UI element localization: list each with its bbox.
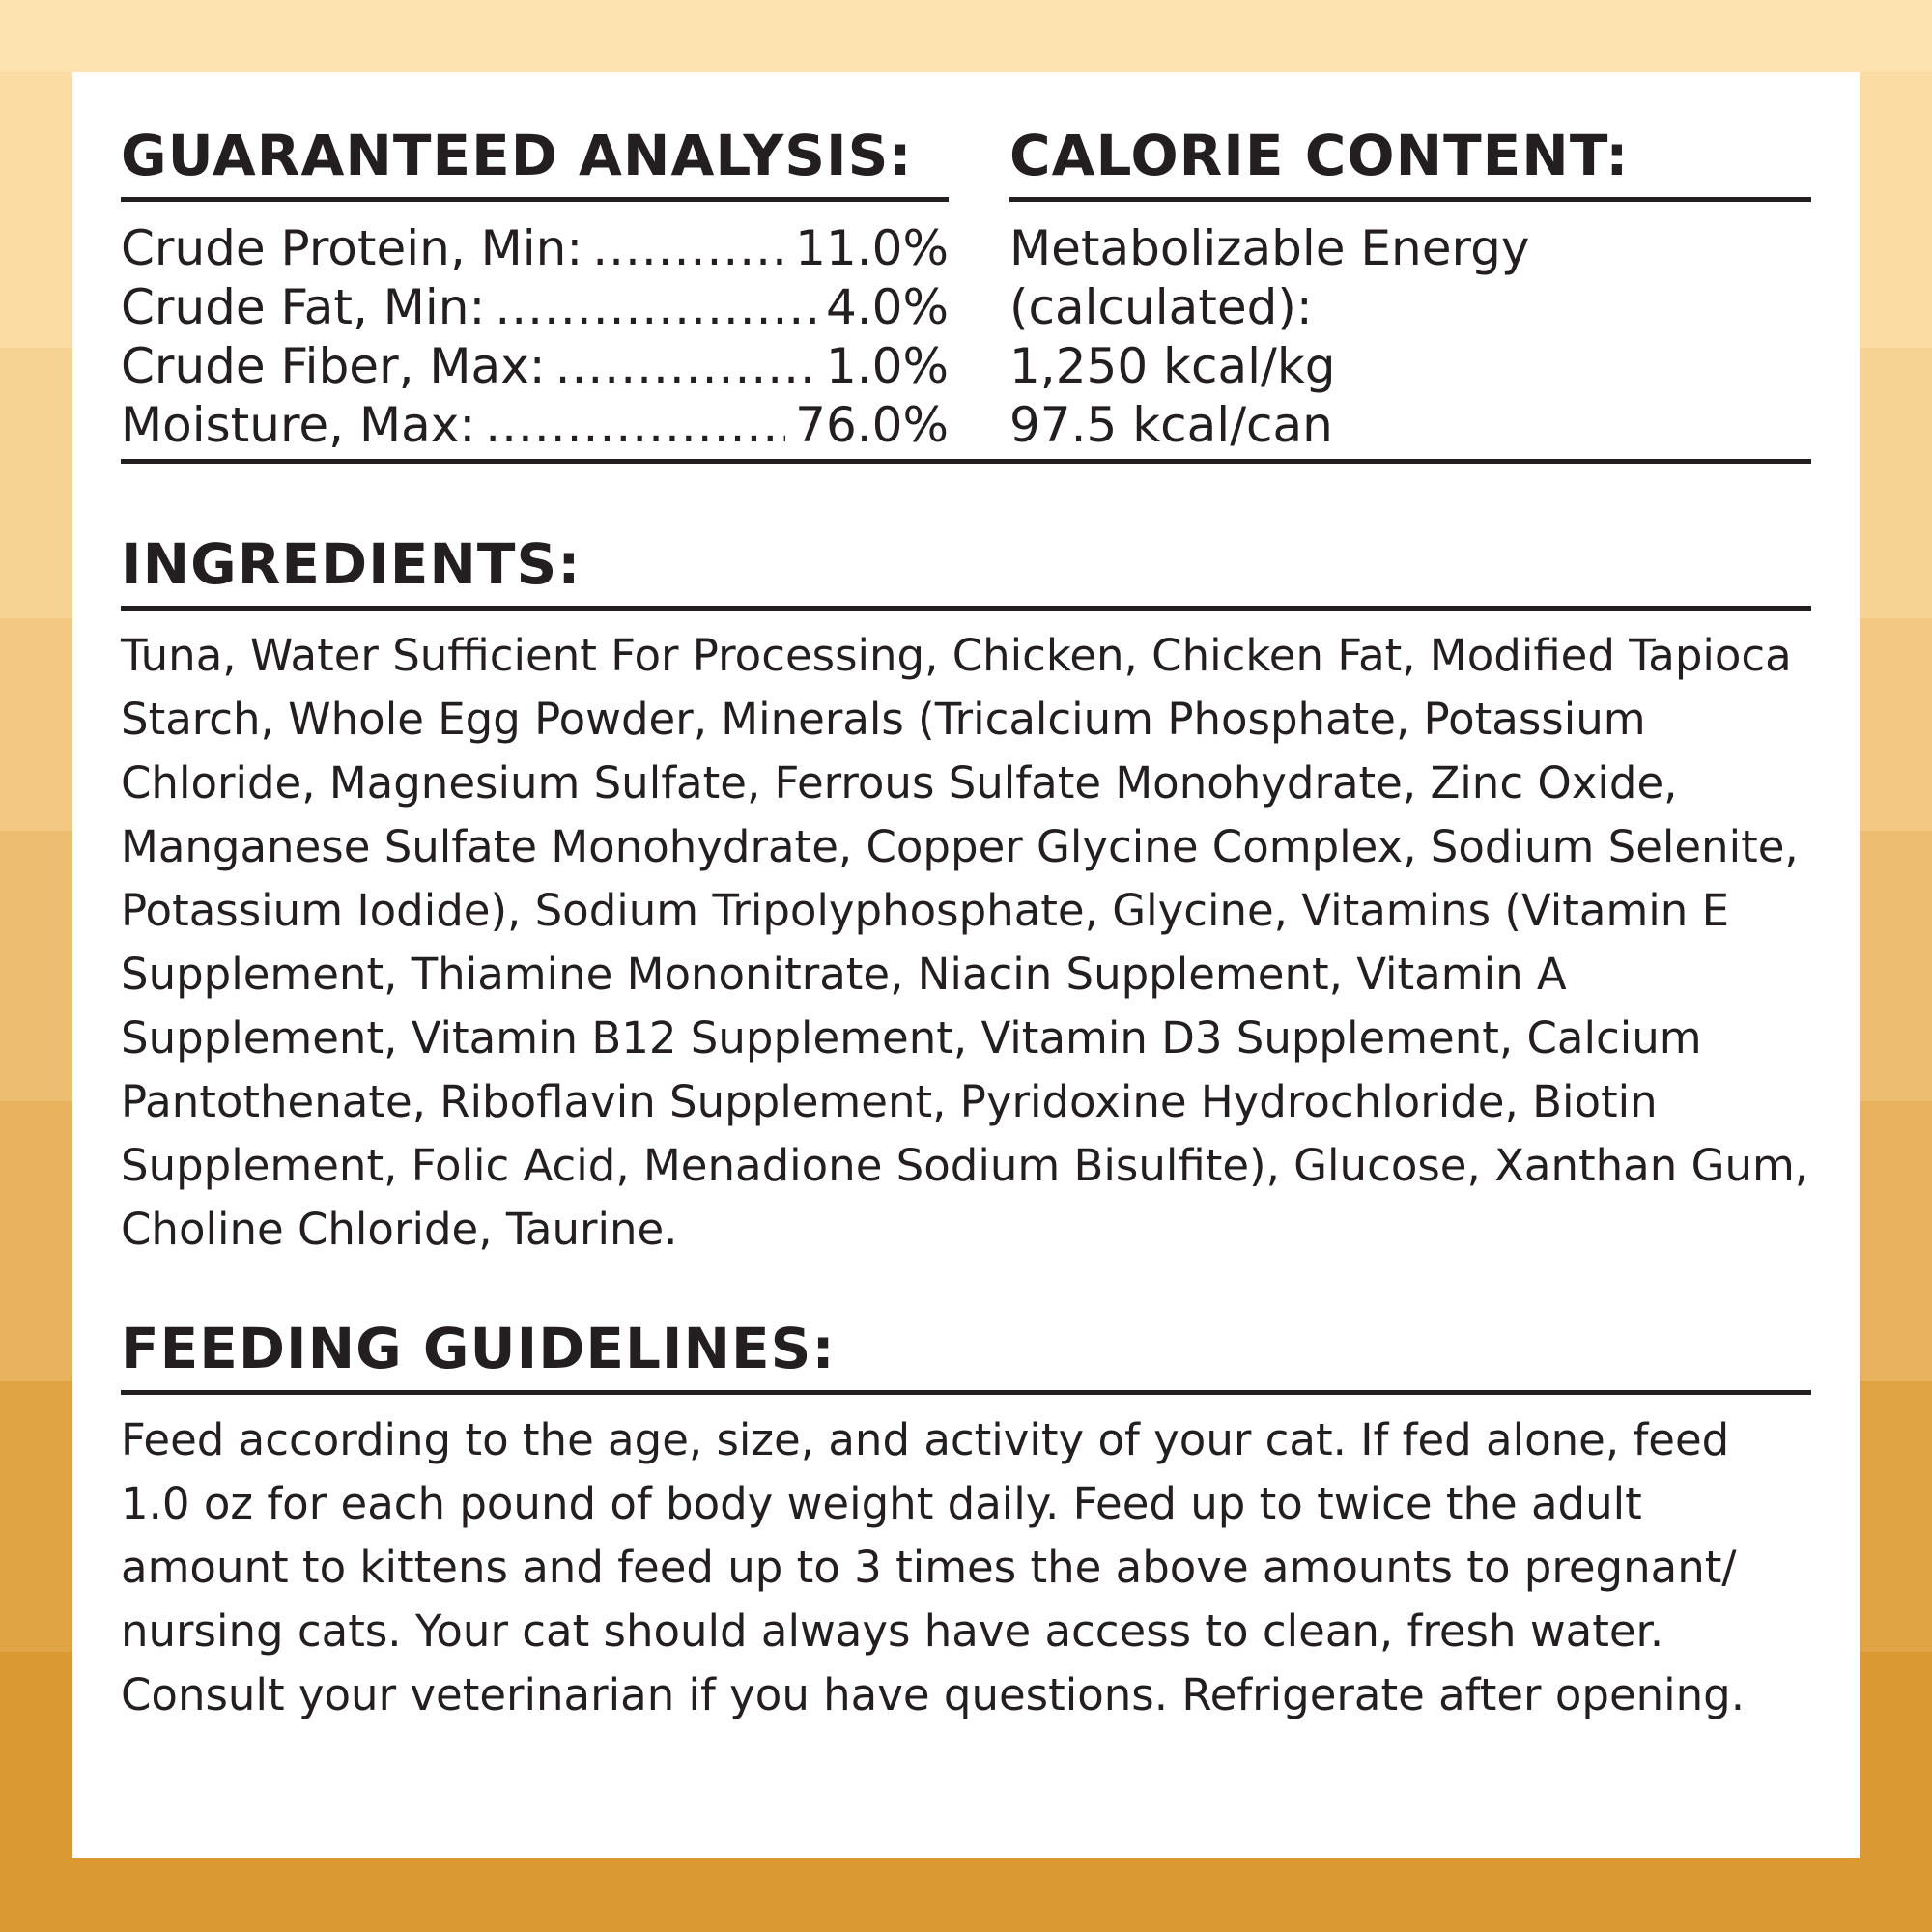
analysis-label: Crude Fiber, Max: xyxy=(121,338,546,394)
dot-leader xyxy=(495,278,816,337)
analysis-label: Crude Protein, Min: xyxy=(121,220,583,276)
calorie-content-lines xyxy=(1009,219,1811,455)
calorie-line: 97.5 kcal/can xyxy=(1009,397,1333,453)
analysis-bottom-rule xyxy=(121,459,1811,464)
analysis-row-moisture xyxy=(121,396,949,455)
guaranteed-analysis-rows xyxy=(121,219,949,455)
dot-leader xyxy=(592,219,785,278)
label-panel xyxy=(72,72,1860,1858)
calorie-content-heading: CALORIE CONTENT: xyxy=(1009,123,1630,188)
ingredients-section xyxy=(121,531,1811,1262)
guaranteed-analysis-heading: GUARANTEED ANALYSIS: xyxy=(121,123,913,188)
analysis-value: 11.0% xyxy=(795,220,949,276)
analysis-row-fat xyxy=(121,278,949,337)
feeding-guidelines-section xyxy=(121,1316,1811,1727)
calorie-line: 1,250 kcal/kg xyxy=(1009,338,1336,394)
ingredients-text: Tuna, Water Sufficient For Processing, Chicken, Chicken Fat, Modified Tapioca Starch, Whole Egg Powder, Minerals (Tricalcium Phosphate, Potassium Chloride, Magnesium Sulfate, Ferrous Sulfate Monohydrate, Zinc Oxide, Manganese Sulfate Monohydrate, Copper Glycine Complex, Sodium Selenite, Potassium Iodide), Sodium Tripolyphosphate, Glycine, Vitamins (Vitamin E Supplement, Thiamine Mononitrate, Niacin Supplement, Vitamin A Supplement, Vitamin B12 Supplement, Vitamin D3 Supplement, Calcium Pantothenate, Riboflavin Supplement, Pyridoxine Hydrochloride, Biotin Supplement, Folic Acid, Menadione Sodium Bisulfite), Glucose, Xanthan Gum, Choline Chloride, Taurine. xyxy=(121,630,1809,1255)
ingredients-heading: INGREDIENTS: xyxy=(121,531,582,597)
analysis-label: Crude Fat, Min: xyxy=(121,279,486,335)
calorie-line: (calculated): xyxy=(1009,279,1313,335)
dot-leader xyxy=(555,337,816,396)
guaranteed-analysis-section xyxy=(121,121,949,455)
analysis-value: 76.0% xyxy=(795,397,949,453)
guaranteed-analysis-rule xyxy=(121,197,949,202)
dot-leader xyxy=(485,396,785,455)
feeding-guidelines-heading: FEEDING GUIDELINES: xyxy=(121,1316,836,1381)
calorie-content-section xyxy=(1009,121,1811,455)
feeding-guidelines-text: Feed according to the age, size, and activity of your cat. If fed alone, feed 1.0 oz for each pound of body weight daily. Feed up to twice the adult amount to kittens and feed up to 3 times the above amounts to pregnant/ nursing cats. Your cat should always have access to clean, fresh water. Consult your veterinarian if you have questions. Refrigerate after opening. xyxy=(121,1414,1746,1720)
ingredients-rule xyxy=(121,606,1811,611)
feeding-guidelines-rule xyxy=(121,1390,1811,1395)
analysis-row-fiber xyxy=(121,337,949,396)
analysis-row-protein xyxy=(121,219,949,278)
calorie-content-rule xyxy=(1009,197,1811,202)
analysis-label: Moisture, Max: xyxy=(121,397,476,453)
analysis-value: 4.0% xyxy=(825,279,949,335)
analysis-value: 1.0% xyxy=(825,338,949,394)
calorie-line: Metabolizable Energy xyxy=(1009,220,1530,276)
